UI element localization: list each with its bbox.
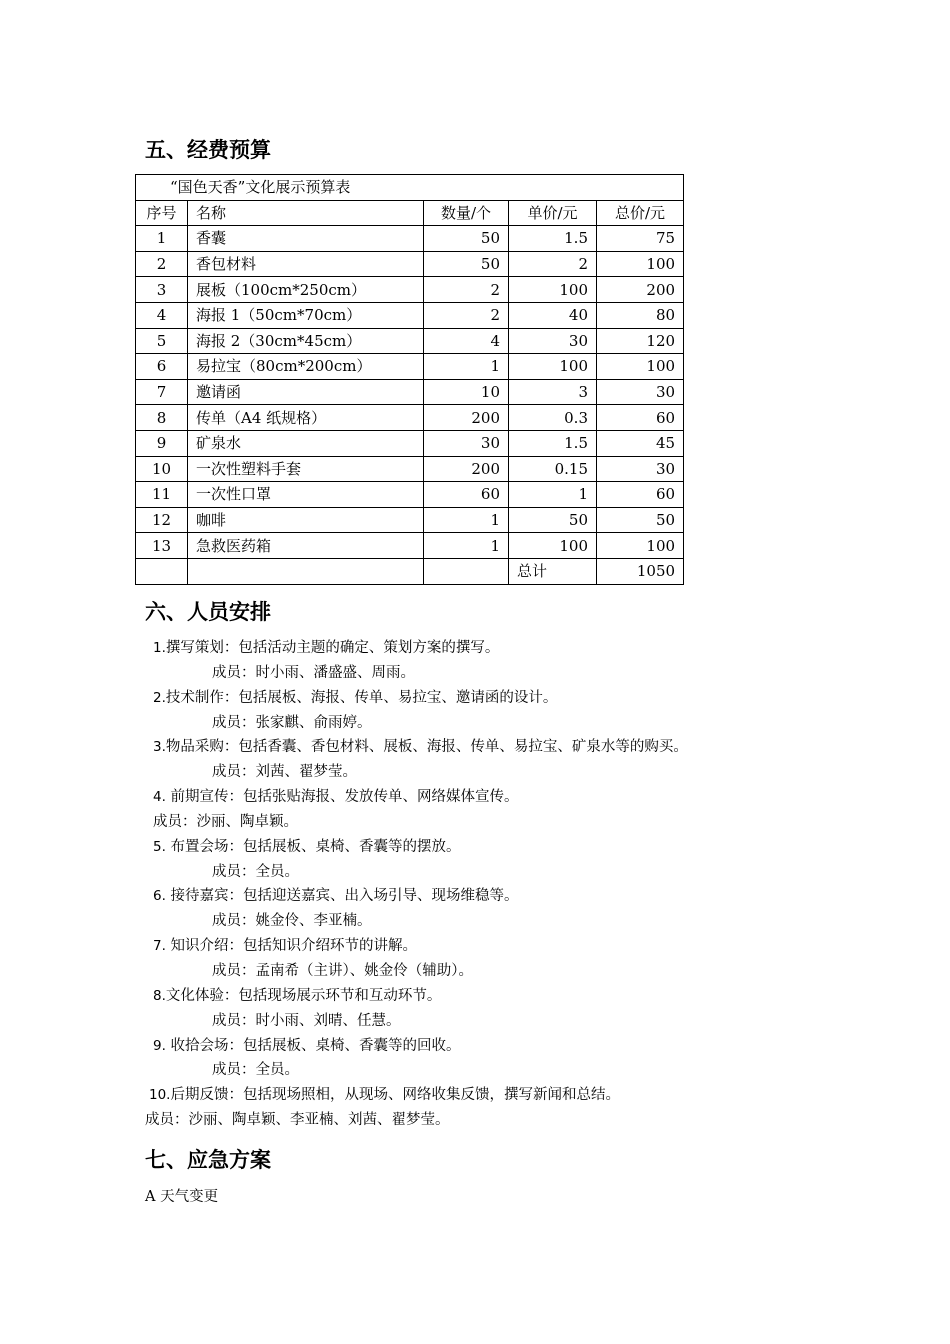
staff-list xyxy=(0,636,950,1133)
budget-table-total-row xyxy=(136,558,684,584)
row-index: 11 xyxy=(136,482,188,508)
staff-task-text: 收拾会场：包括展板、桌椅、香囊等的回收。 xyxy=(170,1037,461,1054)
staff-task-number: 6. xyxy=(153,888,166,905)
staff-task xyxy=(0,835,950,860)
row-name: 传单（A4 纸规格） xyxy=(188,405,424,431)
row-name: 邀请函 xyxy=(188,379,424,405)
row-unit-price: 2 xyxy=(509,251,597,277)
row-total-price: 100 xyxy=(597,354,684,380)
staff-task xyxy=(0,1034,950,1059)
budget-table-title-row xyxy=(136,175,684,201)
row-total-price: 200 xyxy=(597,277,684,303)
row-unit-price: 0.3 xyxy=(509,405,597,431)
row-quantity: 10 xyxy=(424,379,509,405)
row-quantity: 4 xyxy=(424,328,509,354)
row-unit-price: 100 xyxy=(509,277,597,303)
staff-task xyxy=(0,884,950,909)
row-index: 6 xyxy=(136,354,188,380)
row-index: 8 xyxy=(136,405,188,431)
row-index: 9 xyxy=(136,430,188,456)
budget-table-header-row xyxy=(136,200,684,226)
header-unit-price: 单价/元 xyxy=(509,200,597,226)
table-row xyxy=(136,456,684,482)
staff-members: 成员：全员。 xyxy=(212,863,299,880)
staff-task-number: 8. xyxy=(153,987,166,1004)
row-quantity: 200 xyxy=(424,456,509,482)
staff-task-number: 3. xyxy=(153,739,166,756)
budget-table-title: “国色天香”文化展示预算表 xyxy=(136,175,684,201)
staff-task-text: 技术制作：包括展板、海报、传单、易拉宝、邀请函的设计。 xyxy=(165,689,558,706)
row-name: 咖啡 xyxy=(188,507,424,533)
staff-task xyxy=(0,636,950,661)
row-total-price: 45 xyxy=(597,430,684,456)
row-quantity: 2 xyxy=(424,302,509,328)
staff-task-text: 撰写策划：包括活动主题的确定、策划方案的撰写。 xyxy=(165,640,500,656)
staff-members: 成员：张家麒、俞雨婷。 xyxy=(212,714,372,731)
staff-task-number: 1. xyxy=(153,640,166,656)
row-total-price: 100 xyxy=(597,251,684,277)
header-quantity: 数量/个 xyxy=(424,200,509,226)
staff-task xyxy=(0,1083,950,1108)
row-index: 2 xyxy=(136,251,188,277)
row-index: 12 xyxy=(136,507,188,533)
row-name: 海报 1（50cm*70cm） xyxy=(188,302,424,328)
staff-members: 成员：沙丽、陶卓颖。 xyxy=(153,813,298,830)
row-index: 5 xyxy=(136,328,188,354)
row-unit-price: 1 xyxy=(509,482,597,508)
row-unit-price: 0.15 xyxy=(509,456,597,482)
staff-task-text: 布置会场：包括展板、桌椅、香囊等的摆放。 xyxy=(170,838,461,855)
staff-members: 成员：孟南希（主讲）、姚金伶（辅助）。 xyxy=(212,962,473,979)
staff-members: 成员：时小雨、潘盛盛、周雨。 xyxy=(212,664,415,681)
staff-members: 成员：刘茜、翟梦莹。 xyxy=(212,764,357,781)
header-index: 序号 xyxy=(136,200,188,226)
staff-task xyxy=(0,735,950,760)
row-total-price: 80 xyxy=(597,302,684,328)
table-row xyxy=(136,482,684,508)
row-quantity: 1 xyxy=(424,507,509,533)
staff-task-number: 10. xyxy=(149,1087,171,1104)
row-quantity: 50 xyxy=(424,251,509,277)
staff-task xyxy=(0,686,950,711)
staff-task-text: 物品采购：包括香囊、香包材料、展板、海报、传单、易拉宝、矿泉水等的购买。 xyxy=(165,739,688,756)
emergency-item-weather: A 天气变更 xyxy=(145,1189,219,1205)
row-index: 3 xyxy=(136,277,188,303)
budget-table xyxy=(135,174,684,585)
total-empty-cell xyxy=(136,558,188,584)
row-name: 易拉宝（80cm*200cm） xyxy=(188,354,424,380)
staff-task-number: 9. xyxy=(153,1037,166,1054)
total-empty-cell xyxy=(188,558,424,584)
row-index: 7 xyxy=(136,379,188,405)
staff-task-text: 前期宣传：包括张贴海报、发放传单、网络媒体宣传。 xyxy=(170,789,519,806)
staff-task-number: 5. xyxy=(153,838,166,855)
staff-task-text: 接待嘉宾：包括迎送嘉宾、出入场引导、现场维稳等。 xyxy=(170,888,519,905)
staff-task-number: 2. xyxy=(153,689,166,706)
row-unit-price: 100 xyxy=(509,533,597,559)
staff-task-text: 后期反馈：包括现场照相，从现场、网络收集反馈，撰写新闻和总结。 xyxy=(170,1087,620,1104)
row-name: 一次性塑料手套 xyxy=(188,456,424,482)
total-value: 1050 xyxy=(597,558,684,584)
table-row xyxy=(136,354,684,380)
row-total-price: 100 xyxy=(597,533,684,559)
staff-members: 成员：时小雨、刘晴、任慧。 xyxy=(212,1012,401,1029)
row-total-price: 75 xyxy=(597,226,684,252)
table-row xyxy=(136,328,684,354)
row-name: 香包材料 xyxy=(188,251,424,277)
staff-section-heading: 六、人员安排 xyxy=(145,600,271,624)
row-name: 矿泉水 xyxy=(188,430,424,456)
row-quantity: 60 xyxy=(424,482,509,508)
header-total-price: 总价/元 xyxy=(597,200,684,226)
row-index: 13 xyxy=(136,533,188,559)
row-total-price: 60 xyxy=(597,405,684,431)
table-row xyxy=(136,379,684,405)
total-empty-cell xyxy=(424,558,509,584)
row-quantity: 2 xyxy=(424,277,509,303)
row-name: 展板（100cm*250cm） xyxy=(188,277,424,303)
table-row xyxy=(136,277,684,303)
budget-section-heading: 五、经费预算 xyxy=(145,138,271,162)
row-unit-price: 50 xyxy=(509,507,597,533)
staff-task-text: 文化体验：包括现场展示环节和互动环节。 xyxy=(165,987,442,1004)
row-index: 10 xyxy=(136,456,188,482)
row-unit-price: 100 xyxy=(509,354,597,380)
table-row xyxy=(136,226,684,252)
header-name: 名称 xyxy=(188,200,424,226)
row-index: 1 xyxy=(136,226,188,252)
total-label: 总计 xyxy=(509,558,597,584)
staff-task xyxy=(0,934,950,959)
row-unit-price: 3 xyxy=(509,379,597,405)
table-row xyxy=(136,430,684,456)
row-total-price: 30 xyxy=(597,456,684,482)
staff-members: 成员：沙丽、陶卓颖、李亚楠、刘茜、翟梦莹。 xyxy=(145,1112,450,1129)
staff-task xyxy=(0,785,950,810)
row-unit-price: 1.5 xyxy=(509,430,597,456)
row-quantity: 200 xyxy=(424,405,509,431)
row-unit-price: 1.5 xyxy=(509,226,597,252)
row-total-price: 120 xyxy=(597,328,684,354)
staff-task-number: 7. xyxy=(153,938,166,955)
row-quantity: 1 xyxy=(424,354,509,380)
row-quantity: 1 xyxy=(424,533,509,559)
staff-task-text: 知识介绍：包括知识介绍环节的讲解。 xyxy=(170,938,417,955)
row-name: 海报 2（30cm*45cm） xyxy=(188,328,424,354)
table-row xyxy=(136,507,684,533)
row-unit-price: 30 xyxy=(509,328,597,354)
row-quantity: 30 xyxy=(424,430,509,456)
row-name: 香囊 xyxy=(188,226,424,252)
table-row xyxy=(136,302,684,328)
table-row xyxy=(136,533,684,559)
emergency-section-heading: 七、应急方案 xyxy=(145,1148,271,1172)
row-index: 4 xyxy=(136,302,188,328)
staff-task-number: 4. xyxy=(153,789,166,806)
row-name: 一次性口罩 xyxy=(188,482,424,508)
staff-members: 成员：姚金伶、李亚楠。 xyxy=(212,913,372,930)
row-unit-price: 40 xyxy=(509,302,597,328)
row-total-price: 60 xyxy=(597,482,684,508)
row-total-price: 30 xyxy=(597,379,684,405)
table-row xyxy=(136,405,684,431)
row-name: 急救医药箱 xyxy=(188,533,424,559)
row-total-price: 50 xyxy=(597,507,684,533)
table-row xyxy=(136,251,684,277)
staff-members: 成员：全员。 xyxy=(212,1062,299,1079)
staff-task xyxy=(0,984,950,1009)
row-quantity: 50 xyxy=(424,226,509,252)
